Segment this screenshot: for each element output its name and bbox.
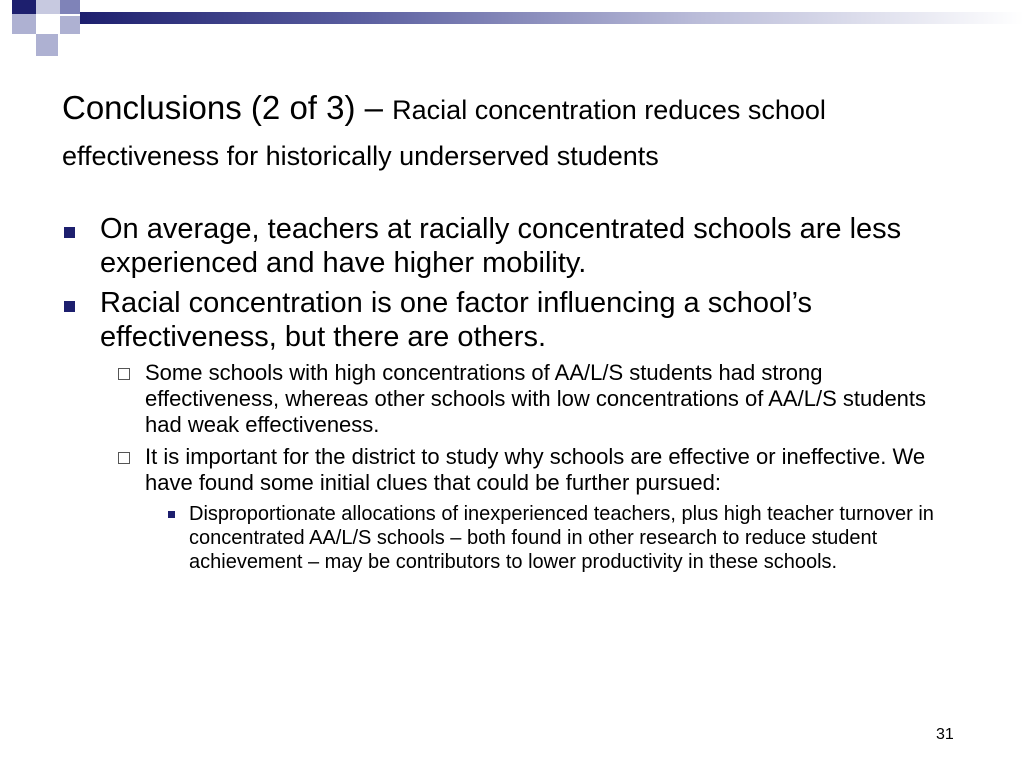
bullet-text: Racial concentration is one factor influencing a school’s effectiveness, but there are others. [100, 287, 812, 353]
small-square-bullet-icon [168, 511, 175, 518]
slide-title-sub: Racial concentration reduces school effectiveness for historically underserved students [62, 95, 826, 171]
decor-square [36, 16, 56, 34]
page-number: 31 [936, 726, 954, 743]
sub-bullet-item [62, 444, 962, 496]
bullet-item [62, 212, 962, 280]
sub-sub-bullet-item [62, 502, 962, 574]
sub-bullet-text: Some schools with high concentrations of AA/L/S students had strong effectiveness, whereas other schools with low concentrations of AA/L/S students had weak effectiveness. [145, 360, 927, 437]
decor-square [60, 16, 80, 34]
decor-square [12, 0, 36, 14]
bullet-item [62, 286, 962, 354]
slide-body [62, 212, 962, 574]
square-bullet-icon [64, 227, 75, 238]
sub-bullet-item [62, 360, 962, 438]
sub-sub-bullet-text: Disproportionate allocations of inexperienced teachers, plus high teacher turnover in concentrated AA/L/S schools – both found in other research to reduce student achievement – may be contributors to lower productivity in these schools. [189, 503, 934, 573]
bullet-text: On average, teachers at racially concentrated schools are less experienced and have higher mobility. [100, 213, 902, 279]
header-gradient-bar [80, 12, 1024, 24]
decor-square [12, 14, 36, 34]
slide-title-main: Conclusions (2 of 3) – [62, 89, 393, 126]
slide-title [62, 86, 962, 178]
sub-bullet-text: It is important for the district to study why schools are effective or ineffective. We have found some initial clues that could be further pursued: [145, 444, 926, 495]
decor-square [60, 0, 80, 14]
decor-square [36, 0, 60, 14]
decor-square [36, 34, 58, 56]
hollow-square-bullet-icon [118, 452, 130, 464]
decor-square [14, 36, 34, 54]
square-bullet-icon [64, 301, 75, 312]
hollow-square-bullet-icon [118, 368, 130, 380]
